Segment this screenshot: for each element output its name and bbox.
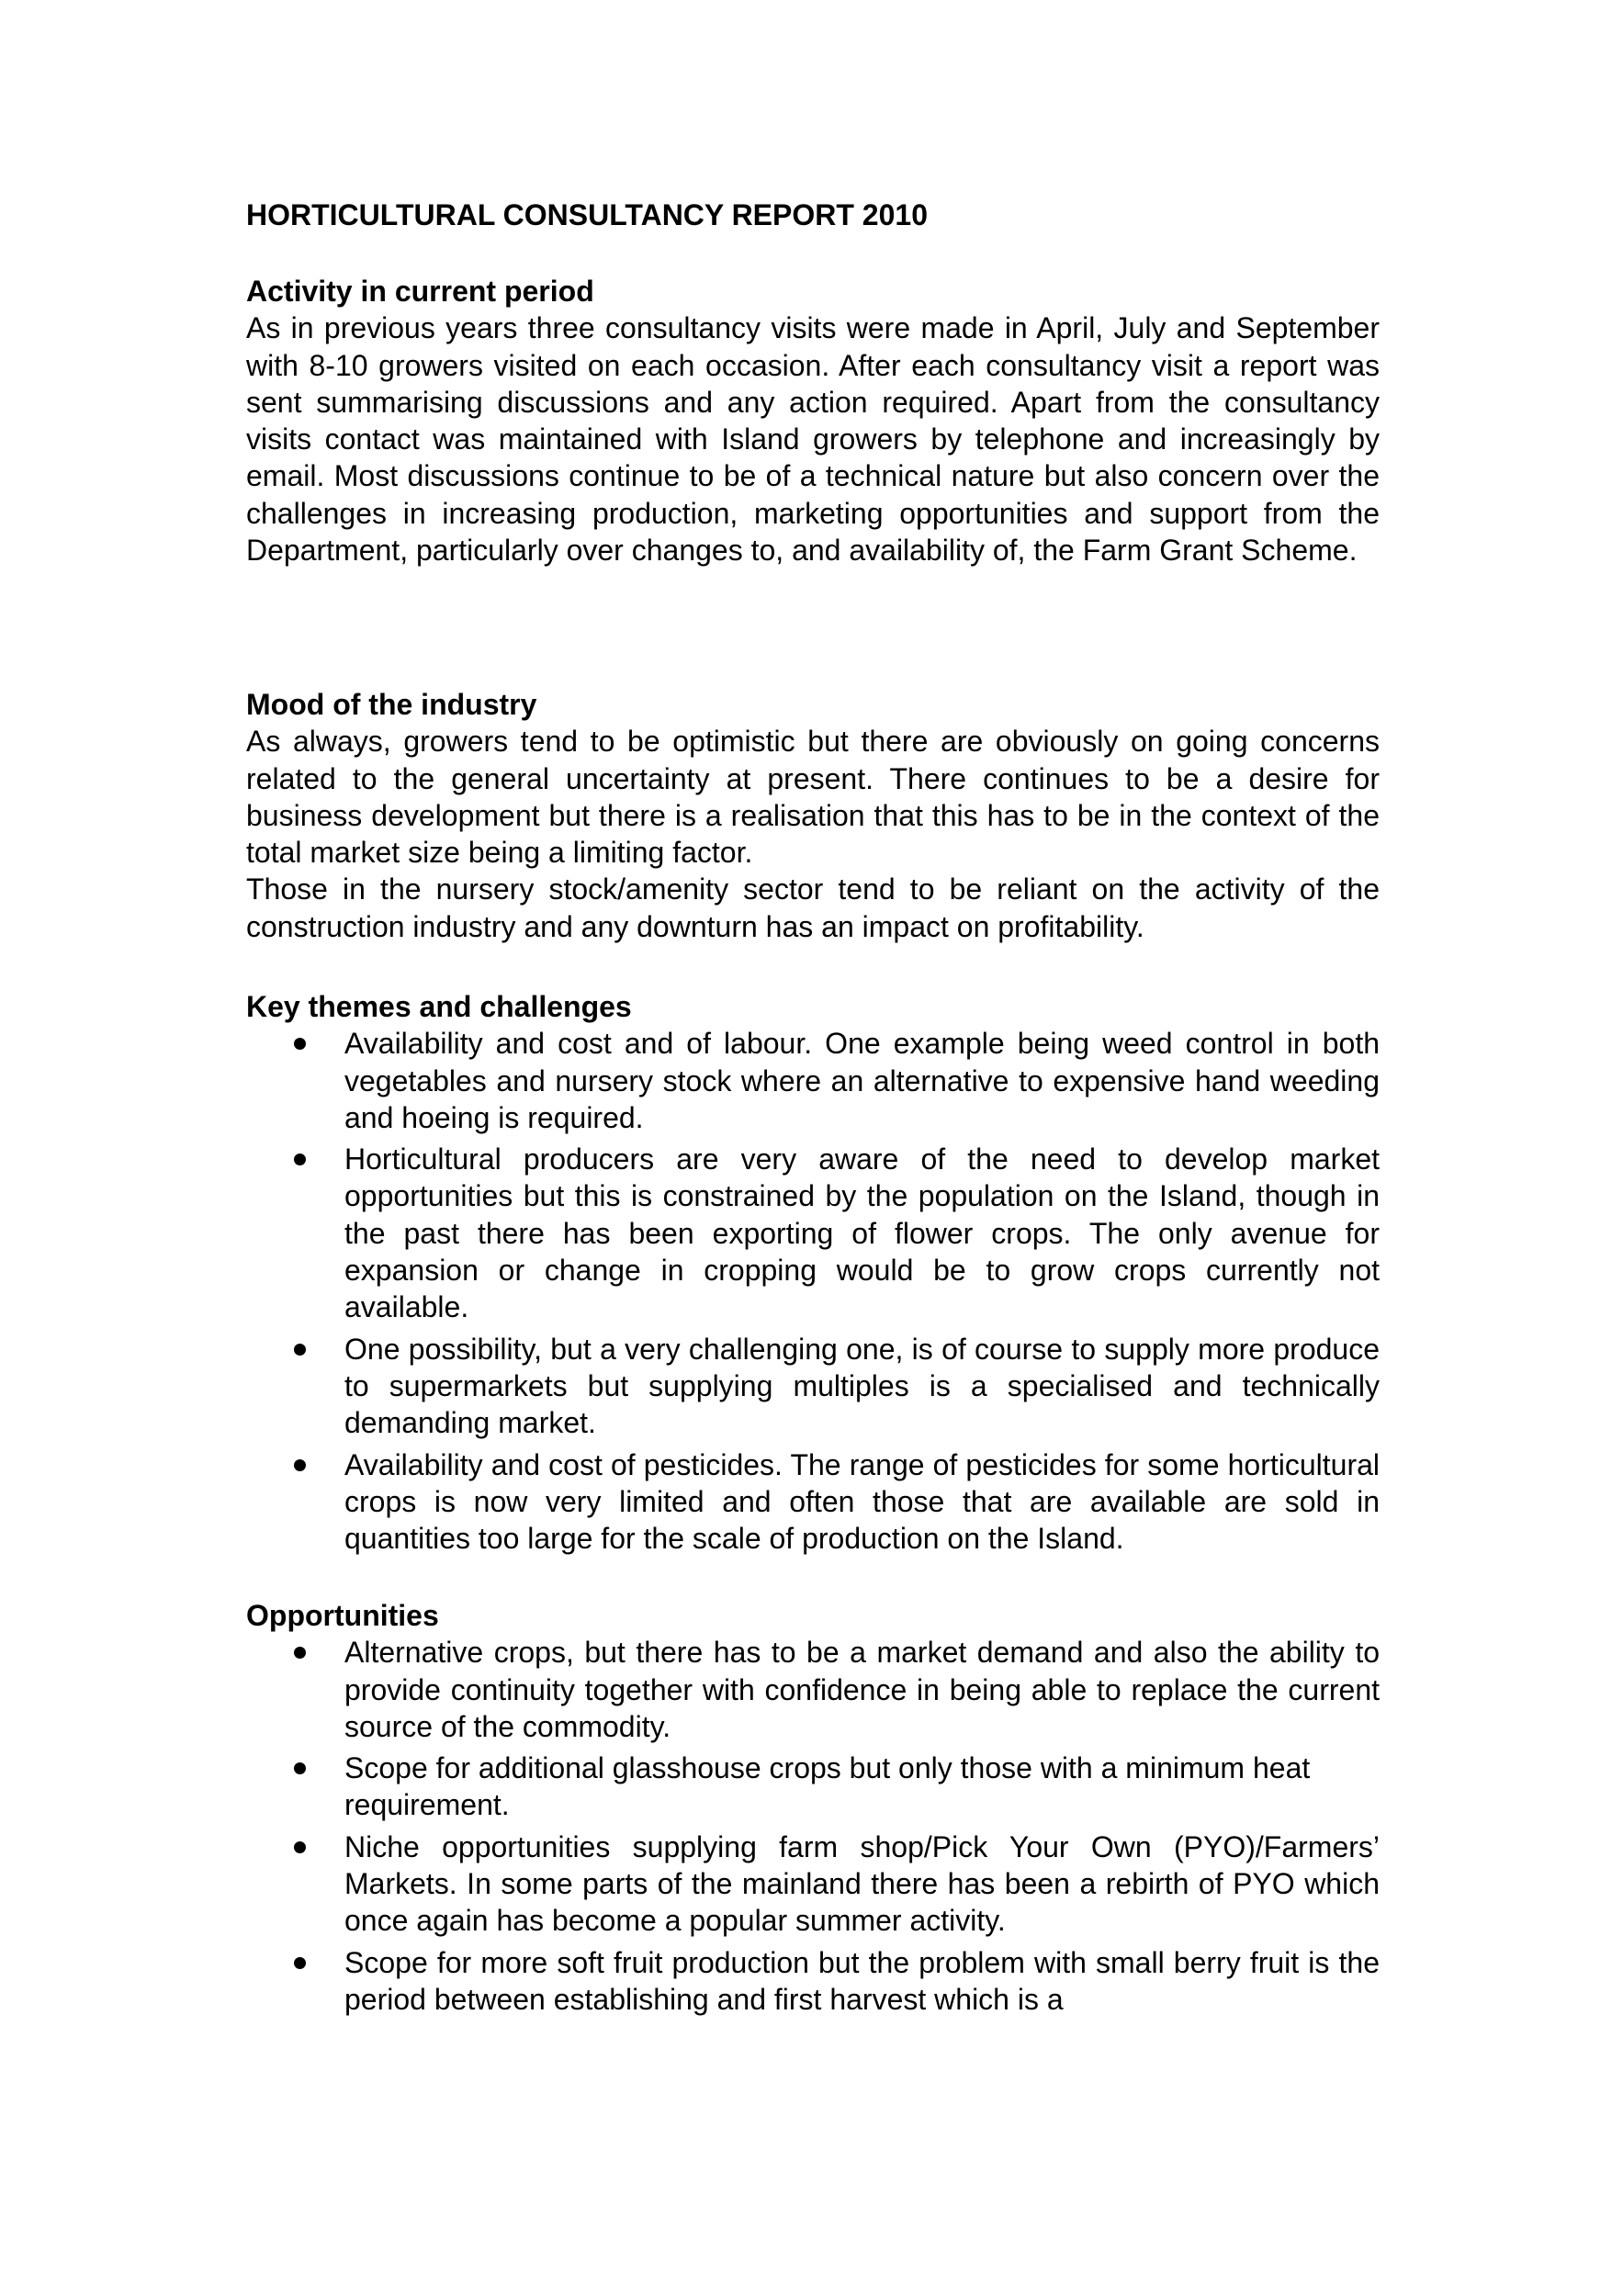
activity-paragraph: As in previous years three consultancy visits were made in April, July and September with 8-10 growers visited on each occasion. After each consultancy visit a report was sent summarising discussions and any action required. Apart from the consultancy visits contact was maintained with Island growers by telephone and increasingly by email. Most discussions continue to be of a technical nature but also concern over the challenges in increasing production, marketing opportunities and support from the Department, particularly over changes to, and availability of, the Farm Grant Scheme. — [246, 311, 1380, 568]
list-item-text: Horticultural producers are very aware of the need to develop market opportunities but this is constrained by the population on the Island, though in the past there has been exporting of flower crops. The only avenue for expansion or change in cropping would be to grow crops currently not available. — [344, 1142, 1380, 1324]
section-heading-opportunities: Opportunities — [246, 1599, 439, 1632]
list-item — [246, 1331, 1380, 1442]
document-title: HORTICULTURAL CONSULTANCY REPORT 2010 — [246, 198, 928, 231]
list-item-text: Scope for additional glasshouse crops but only those with a minimum heat requirement. — [344, 1751, 1311, 1822]
list-item — [246, 1446, 1380, 1558]
section-opportunities — [246, 1597, 1380, 2022]
opportunities-list — [246, 1634, 1380, 2018]
bullet-icon — [294, 1841, 306, 1853]
section-heading-key-themes: Key themes and challenges — [246, 990, 632, 1023]
key-themes-list — [246, 1025, 1380, 1557]
section-heading-mood: Mood of the industry — [246, 688, 537, 721]
mood-paragraph-1: As always, growers tend to be optimistic but there are obviously on going concerns related to the general uncertainty at present. There continues to be a desire for business development but there is a realisation that this has to be in the context of the total market size being a limiting factor. — [246, 725, 1380, 870]
bullet-icon — [294, 1344, 306, 1356]
list-item-text: Scope for more soft fruit production but the problem with small berry fruit is the period between establishing and first harvest which is a — [344, 1945, 1380, 2016]
list-item — [246, 1750, 1380, 1824]
bullet-icon — [294, 1762, 306, 1774]
list-item-text: Availability and cost and of labour. One example being weed control in both vegetables and nursery stock where an alternative to expensive hand weeding and hoeing is required. — [344, 1027, 1380, 1134]
list-item — [246, 1634, 1380, 1745]
list-item — [246, 1141, 1380, 1325]
list-item-text: Alternative crops, but there has to be a market demand and also the ability to provide continuity together with confidence in being able to replace the current source of the commodity. — [344, 1636, 1380, 1743]
list-item — [246, 1025, 1380, 1136]
section-mood — [246, 686, 1380, 945]
title-block — [246, 197, 1380, 233]
section-key-themes — [246, 988, 1380, 1561]
section-heading-activity: Activity in current period — [246, 275, 594, 308]
list-item — [246, 1944, 1380, 2019]
bullet-icon — [294, 1647, 306, 1659]
list-item — [246, 1829, 1380, 1940]
section-activity — [246, 273, 1380, 568]
mood-paragraph-2: Those in the nursery stock/amenity sector tend to be reliant on the activity of the construction industry and any downturn has an impact on profitability. — [246, 872, 1380, 943]
bullet-icon — [294, 1038, 306, 1050]
list-item-text: Niche opportunities supplying farm shop/Pick Your Own (PYO)/Farmers’ Markets. In some parts of the mainland there has been a rebirth of PYO which once again has become a popular summer activity. — [344, 1829, 1380, 1938]
bullet-icon — [294, 1459, 306, 1471]
bullet-icon — [294, 1154, 306, 1165]
list-item-text: One possibility, but a very challenging one, is of course to supply more produce to supermarkets but supplying multiples is a specialised and technically demanding market. — [344, 1332, 1380, 1440]
bullet-icon — [294, 1957, 306, 1969]
list-item-text: Availability and cost of pesticides. The range of pesticides for some horticultural crops is now very limited and often those that are available are sold in quantities too large for the scale of production on the Island. — [344, 1447, 1380, 1556]
